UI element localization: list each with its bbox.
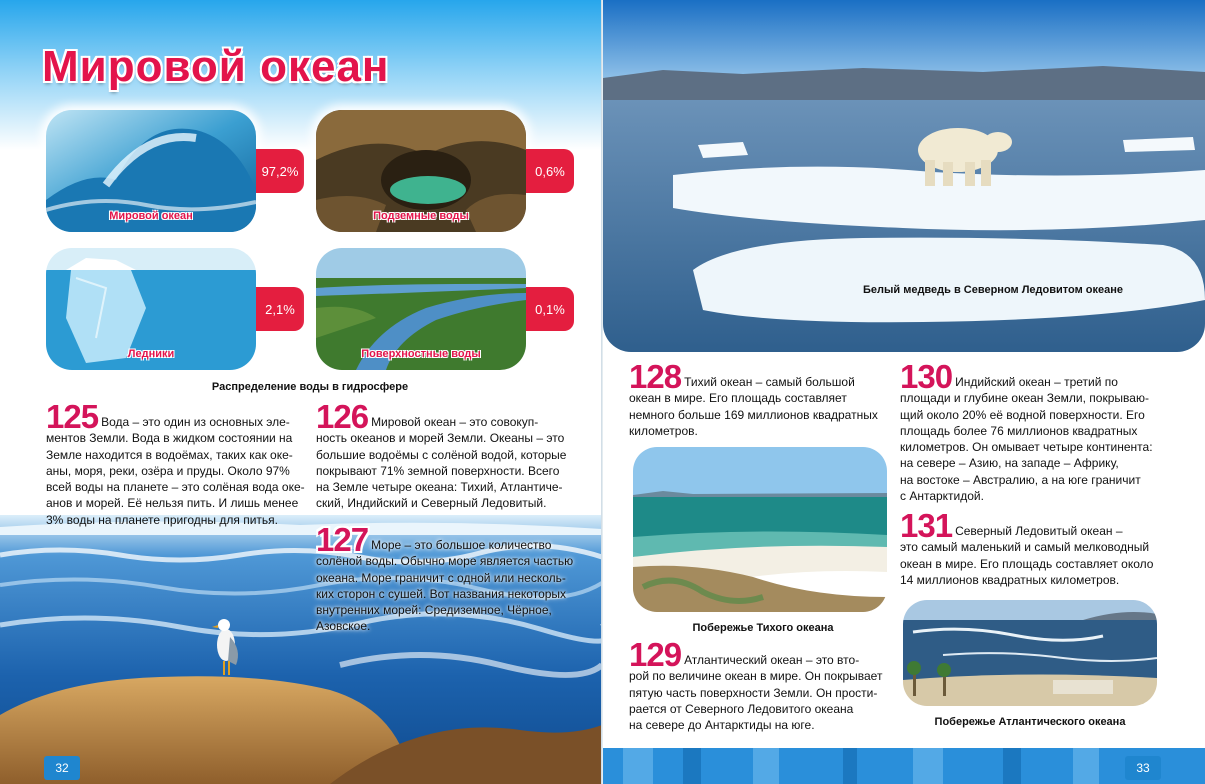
bottom-decor-bar bbox=[603, 748, 1205, 784]
left-page bbox=[0, 0, 602, 784]
right-page bbox=[603, 0, 1205, 784]
entry-number: 130 bbox=[900, 358, 953, 395]
entry-number: 127 bbox=[316, 521, 369, 558]
entry-125: 125 Вода – это один из основных эле- ментов Земли. Вода в жидком состоянии на Земле находится в водоёмах, таких как оке- аны, моря, реки, озёра и пруды. Около 97% всей воды на планете – это солёная вода оке- анов и морей. Её нельзя пить. И лишь менее 3% воды на планете пригодны для питья. bbox=[46, 398, 305, 527]
entry-131: 131 Северный Ледовитый океан – это самый маленький и самый мелководный океан в мире. Его площадь составляет около 14 миллионов квадратных километров. bbox=[900, 507, 1154, 587]
entry-130: 130 Индийский океан – третий по площади и глубине океан Земли, покрываю- щий около 20% её водной поверхности. Его площадь более 76 миллионов квадратных километров. Он омывает четыре континента: на севере – Азию, на западе – Африку, на востоке – Австралию, а на юге граничит с Антарктидой. bbox=[900, 358, 1153, 504]
iceberg-image bbox=[46, 248, 256, 370]
entry-126: 126 Мировой океан – это совокуп- ность океанов и морей Земли. Океаны – это большие водоёмы с солёной водой, которые покрывают 71% земной поверхности. Всего на Земле четыре океана: Тихий, Атлантиче- ский, Индийский и Северный Ледовитый. bbox=[316, 398, 567, 511]
pacific-coast-photo bbox=[633, 447, 887, 612]
thumb-label-surface: Поверхностные воды bbox=[361, 348, 481, 360]
polar-bear-photo bbox=[603, 0, 1205, 352]
bear-caption: Белый медведь в Северном Ледовитом океане bbox=[862, 284, 1124, 296]
thumb-label-groundwater: Подземные воды bbox=[373, 210, 469, 222]
cave-image bbox=[316, 110, 526, 232]
entry-number: 128 bbox=[629, 358, 682, 395]
percent-groundwater: 0,6% bbox=[526, 149, 574, 193]
distribution-caption: Распределение воды в гидросфере bbox=[211, 381, 409, 393]
percent-glaciers: 2,1% bbox=[256, 287, 304, 331]
entry-129: 129 Атлантический океан – это вто- рой по величине океан в мире. Он покрывает пятую часть поверхности Земли. Он прости- рается от Северного Ледовитого океана на севере до Антарктиды на юге. bbox=[629, 636, 883, 733]
entry-number: 125 bbox=[46, 398, 99, 435]
page-number-right: 33 bbox=[1125, 756, 1161, 780]
page-number-left: 32 bbox=[44, 756, 80, 780]
page-title: Мировой океан bbox=[42, 42, 390, 91]
pacific-caption: Побережье Тихого океана bbox=[692, 622, 834, 634]
river-image bbox=[316, 248, 526, 370]
entry-127: 127 Море – это большое количество солёной воды. Обычно море является частью океана. Море граничит с одной или несколь- ких сторон с сушей. Вот названия некоторых внутренних морей: Средиземное, Чёрное, Азовское. bbox=[316, 521, 574, 634]
atlantic-caption: Побережье Атлантического океана bbox=[934, 716, 1126, 728]
entry-128: 128 Тихий океан – самый большой океан в мире. Его площадь составляет немного больше 169 миллионов квадратных километров. bbox=[629, 358, 878, 438]
thumb-label-ocean: Мировой океан bbox=[109, 210, 193, 222]
entry-number: 129 bbox=[629, 636, 682, 673]
atlantic-coast-photo bbox=[903, 600, 1157, 706]
thumb-label-glaciers: Ледники bbox=[127, 348, 175, 360]
entry-number: 131 bbox=[900, 507, 953, 544]
entry-number: 126 bbox=[316, 398, 369, 435]
percent-surface: 0,1% bbox=[526, 287, 574, 331]
percent-ocean: 97,2% bbox=[256, 149, 304, 193]
ocean-wave-image bbox=[46, 110, 256, 232]
